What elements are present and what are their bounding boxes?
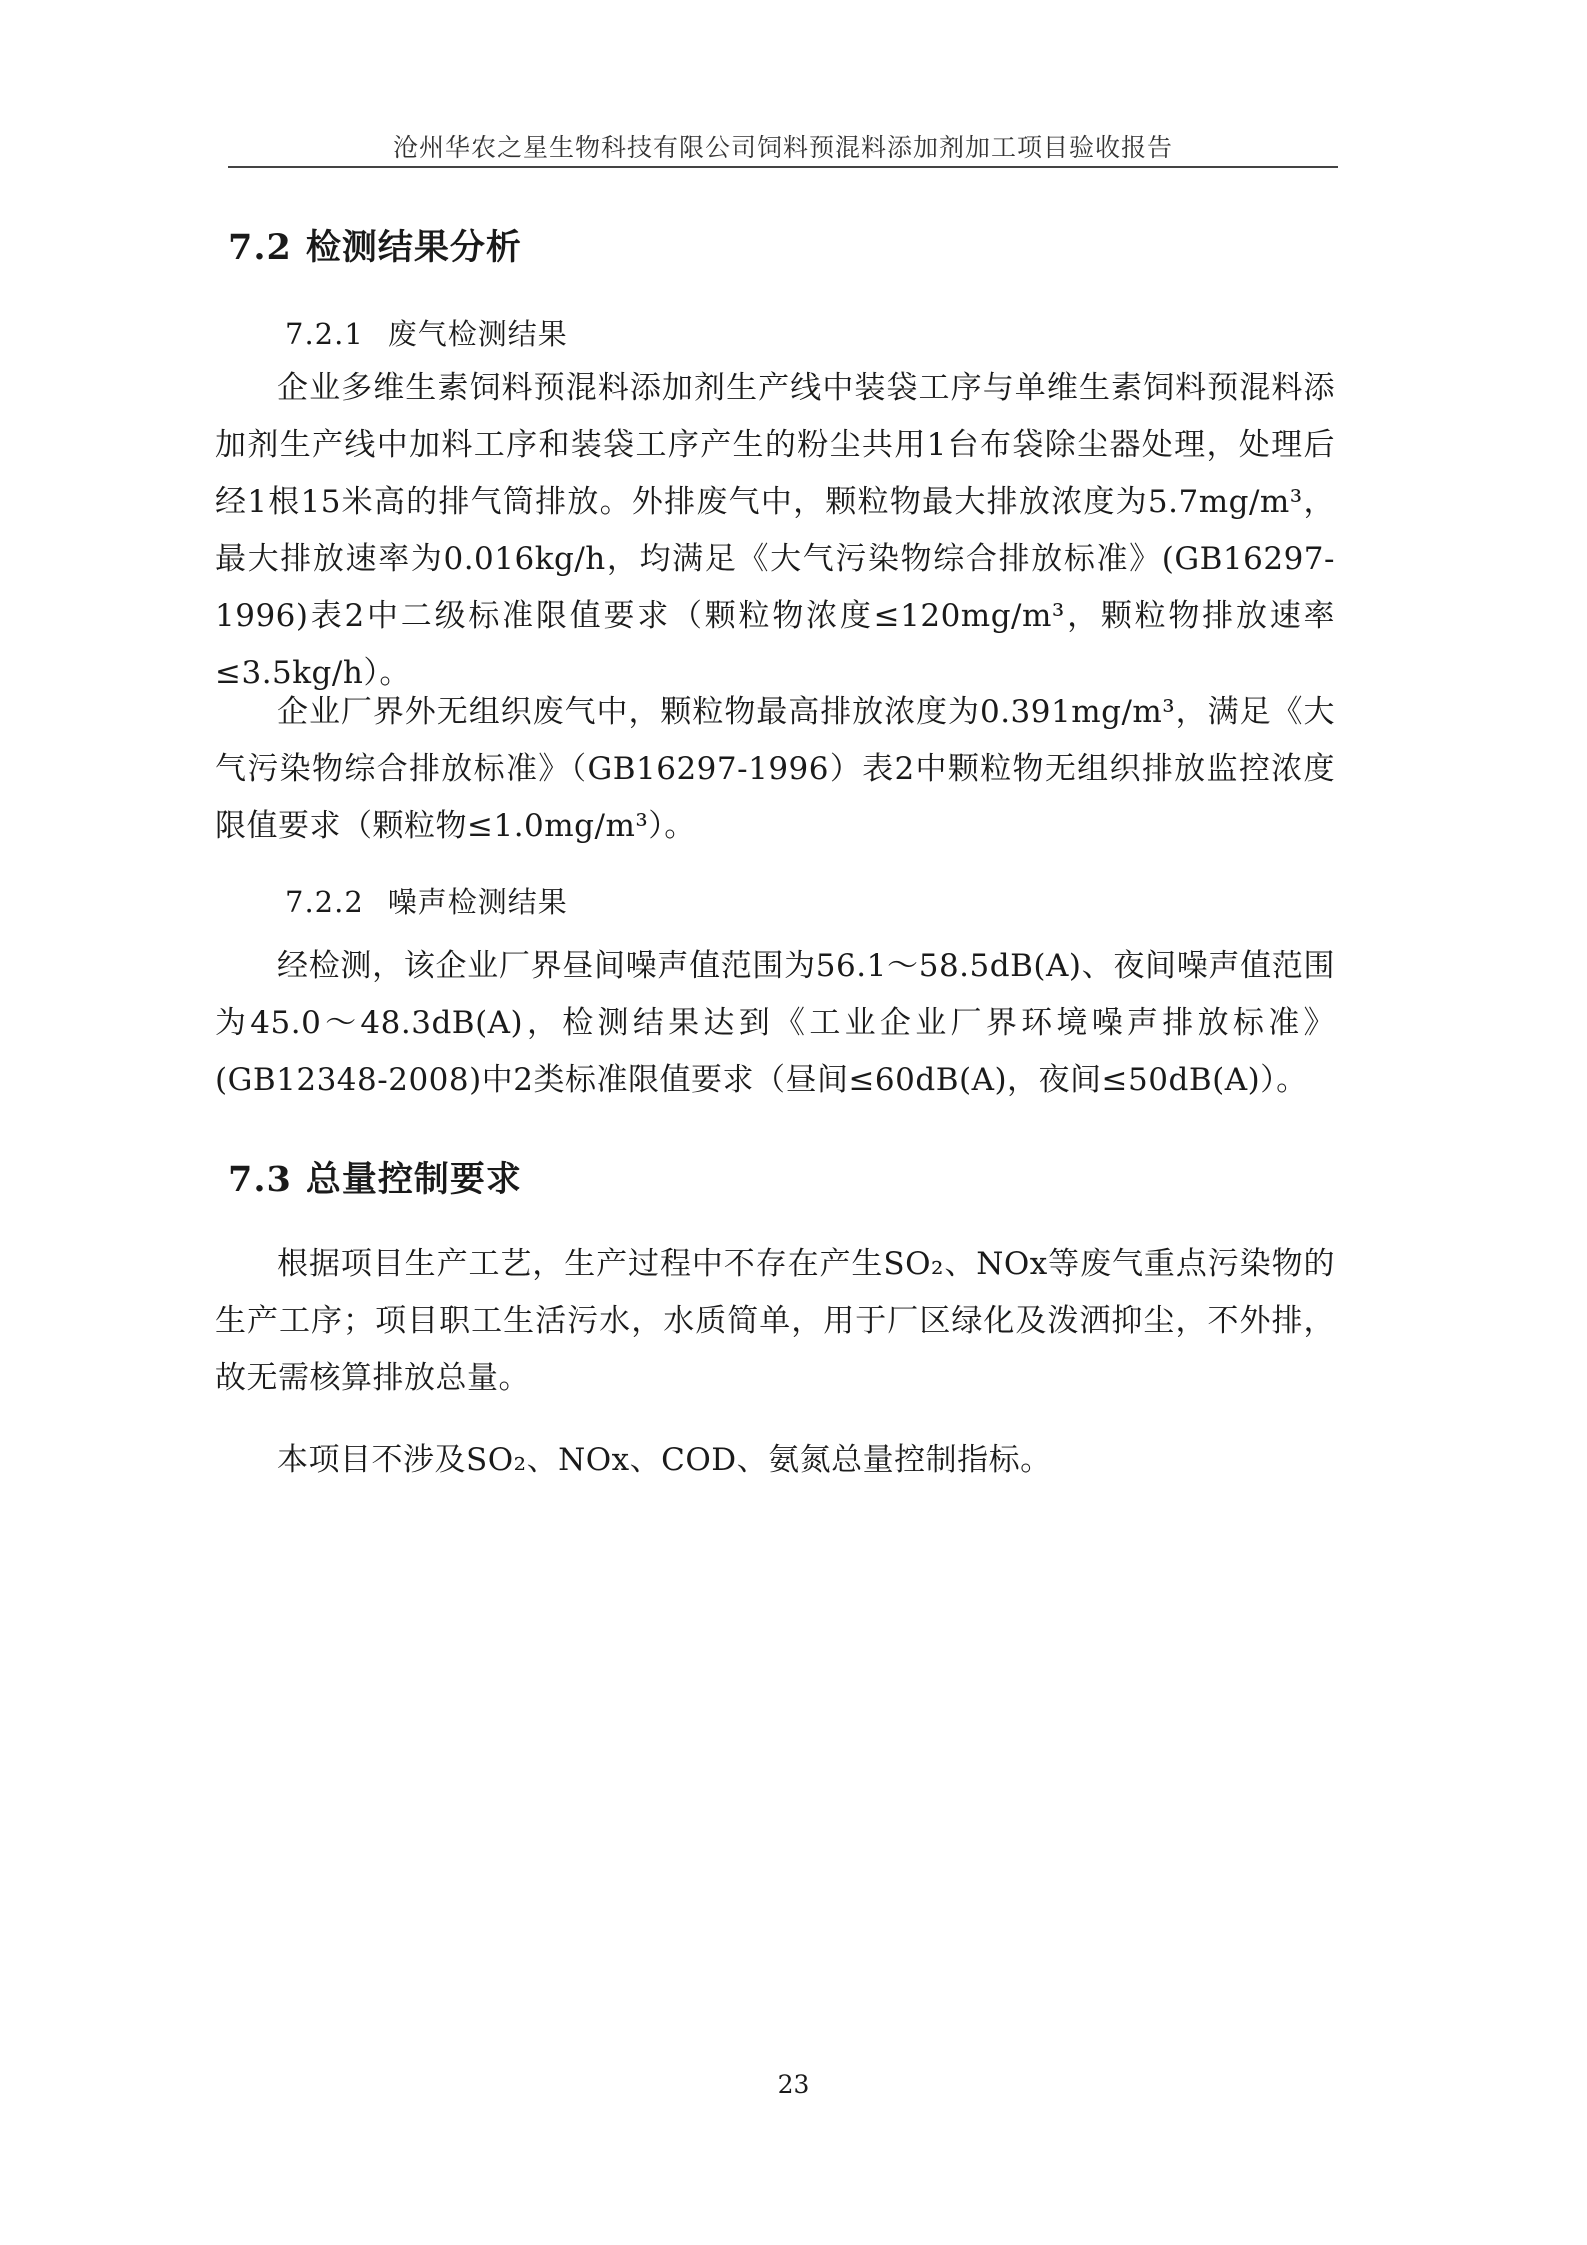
- subsection-number: 7.2.1: [285, 317, 364, 351]
- paragraph-fugitive-emission: 企业厂界外无组织废气中，颗粒物最高排放浓度为0.391mg/m³，满足《大气污染物综合排放标准》（GB16297-1996）表2中颗粒物无组织排放监控浓度限值要求（颗粒物≤1.0mg/m³）。: [215, 694, 1335, 844]
- section-7-3-heading: [228, 1152, 522, 1202]
- section-title: 检测结果分析: [305, 227, 522, 268]
- running-header: 沧州华农之星生物科技有限公司饲料预混料添加剂加工项目验收报告: [392, 133, 1173, 162]
- section-number: 7.2: [228, 227, 292, 268]
- subsection-number: 7.2.2: [285, 885, 364, 919]
- paragraph-noise-results: 经检测，该企业厂界昼间噪声值范围为56.1～58.5dB(A)、夜间噪声值范围为45.0～48.3dB(A)，检测结果达到《工业企业厂界环境噪声排放标准》(GB12348-2008)中2类标准限值要求（昼间≤60dB(A)，夜间≤50dB(A)）。: [215, 948, 1335, 1098]
- subsection-title: 噪声检测结果: [387, 885, 568, 919]
- subsection-7-2-1-heading: [285, 312, 568, 353]
- section-7-2-heading: [228, 220, 522, 270]
- paragraph-exhaust-emission: 企业多维生素饲料预混料添加剂生产线中装袋工序与单维生素饲料预混料添加剂生产线中加料工序和装袋工序产生的粉尘共用1台布袋除尘器处理，处理后经1根15米高的排气筒排放。外排废气中，颗粒物最大排放浓度为5.7mg/m³，最大排放速率为0.016kg/h，均满足《大气污染物综合排放标准》(GB16297-1996)表2中二级标准限值要求（颗粒物浓度≤120mg/m³，颗粒物排放速率≤3.5kg/h）。: [215, 370, 1335, 691]
- header-rule: [228, 166, 1338, 168]
- paragraph-control-indicators: 本项目不涉及SO₂、NOx、COD、氨氮总量控制指标。: [277, 1442, 1052, 1478]
- paragraph-total-control: 根据项目生产工艺，生产过程中不存在产生SO₂、NOx等废气重点污染物的生产工序；项目职工生活污水，水质简单，用于厂区绿化及泼洒抑尘，不外排，故无需核算排放总量。: [215, 1246, 1335, 1396]
- subsection-7-2-2-heading: [285, 880, 568, 921]
- page-number: 23: [777, 2070, 810, 2099]
- section-title: 总量控制要求: [305, 1159, 522, 1200]
- subsection-title: 废气检测结果: [387, 317, 568, 351]
- section-number: 7.3: [228, 1159, 292, 1200]
